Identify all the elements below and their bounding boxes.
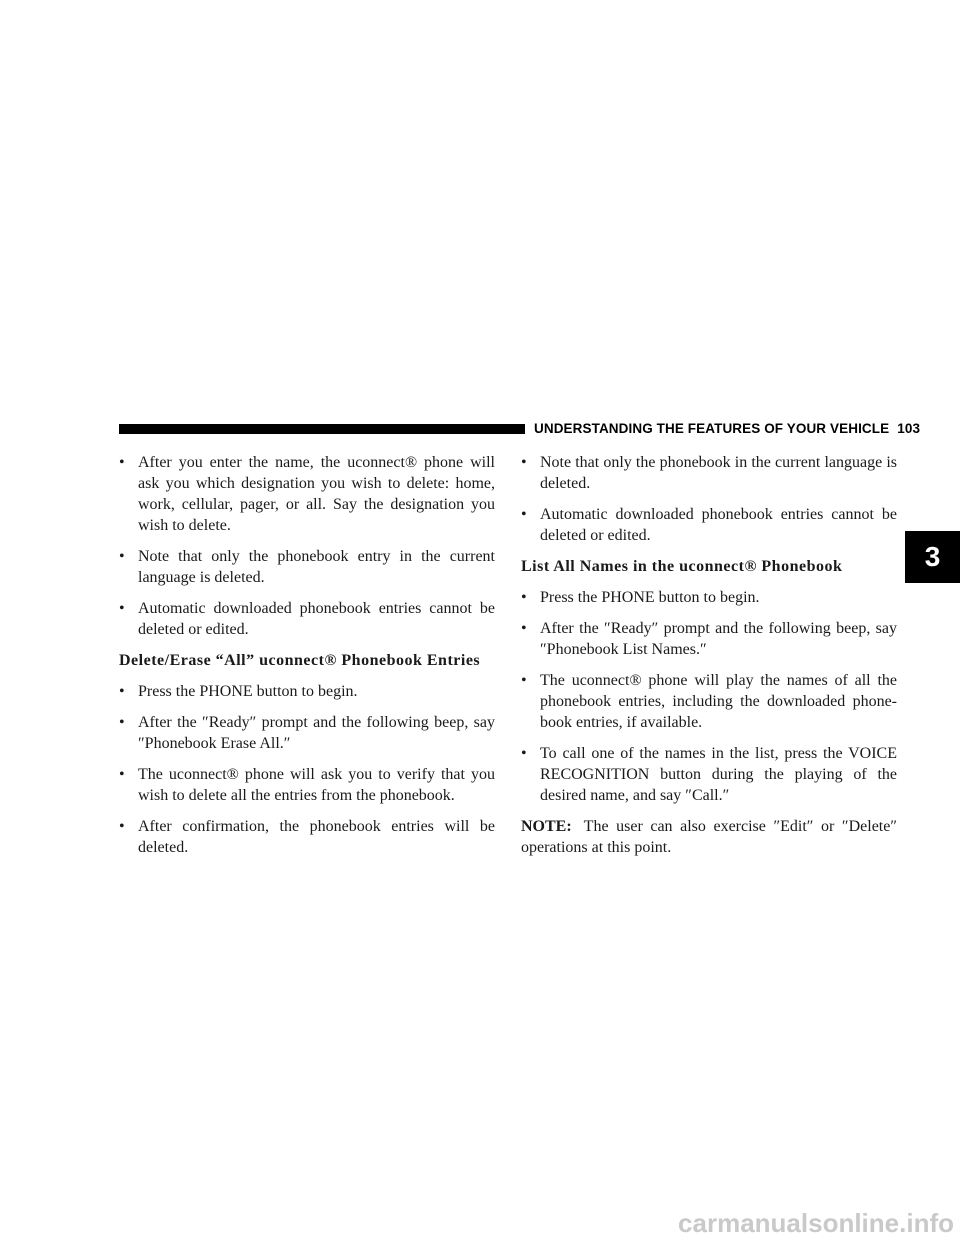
header-rule — [119, 424, 525, 434]
list-item: • To call one of the names in the list, press the VOICE RECOGNITION button during the playing of the desired name, and say ″Call.″ — [521, 743, 897, 806]
list-item: • Press the PHONE button to begin. — [521, 587, 897, 608]
section-heading: List All Names in the uconnect® Phonebook — [521, 558, 843, 575]
list-item: • The uconnect® phone will ask you to verify that you wish to delete all the entries from the phonebook. — [119, 764, 495, 806]
list-item: • Automatic downloaded phonebook entries cannot be deleted or edited. — [119, 598, 495, 640]
note-text: The user can also exercise ″Edit″ or ″Delete″ operations at this point. — [521, 818, 897, 856]
left-column — [119, 452, 495, 868]
list-item: • After confirmation, the phonebook entries will be deleted. — [119, 816, 495, 858]
list-item: • Press the PHONE button to begin. — [119, 681, 495, 702]
list-item: • Note that only the phonebook in the current language is deleted. — [521, 452, 897, 494]
right-column — [521, 452, 897, 858]
list-item: • Automatic downloaded phonebook entries cannot be deleted or edited. — [521, 504, 897, 546]
watermark[interactable]: carmanualsonline.info — [678, 1208, 954, 1238]
header-title: UNDERSTANDING THE FEATURES OF YOUR VEHICLE — [534, 421, 890, 436]
list-item: • After the ″Ready″ prompt and the following beep, say ″Phonebook Erase All.″ — [119, 712, 495, 754]
running-header — [534, 420, 920, 438]
list-item: • After the ″Ready″ prompt and the following beep, say ″Phonebook List Names.″ — [521, 618, 897, 660]
note-label: NOTE: — [521, 818, 572, 835]
list-item: • Note that only the phonebook entry in the current language is deleted. — [119, 546, 495, 588]
list-item: • The uconnect® phone will play the names of all the phonebook entries, including the downloaded phone-book entries, if available. — [521, 670, 897, 733]
section-heading: Delete/Erase “All” uconnect® Phonebook Entries — [119, 652, 481, 669]
chapter-tab[interactable]: 3 — [905, 531, 960, 583]
note — [521, 816, 897, 858]
page-number: 103 — [897, 421, 921, 436]
list-item: • After you enter the name, the uconnect® phone will ask you which designation you wish to delete: home, work, cellular, pager, or all. Say the designation you wish to delete. — [119, 452, 495, 536]
